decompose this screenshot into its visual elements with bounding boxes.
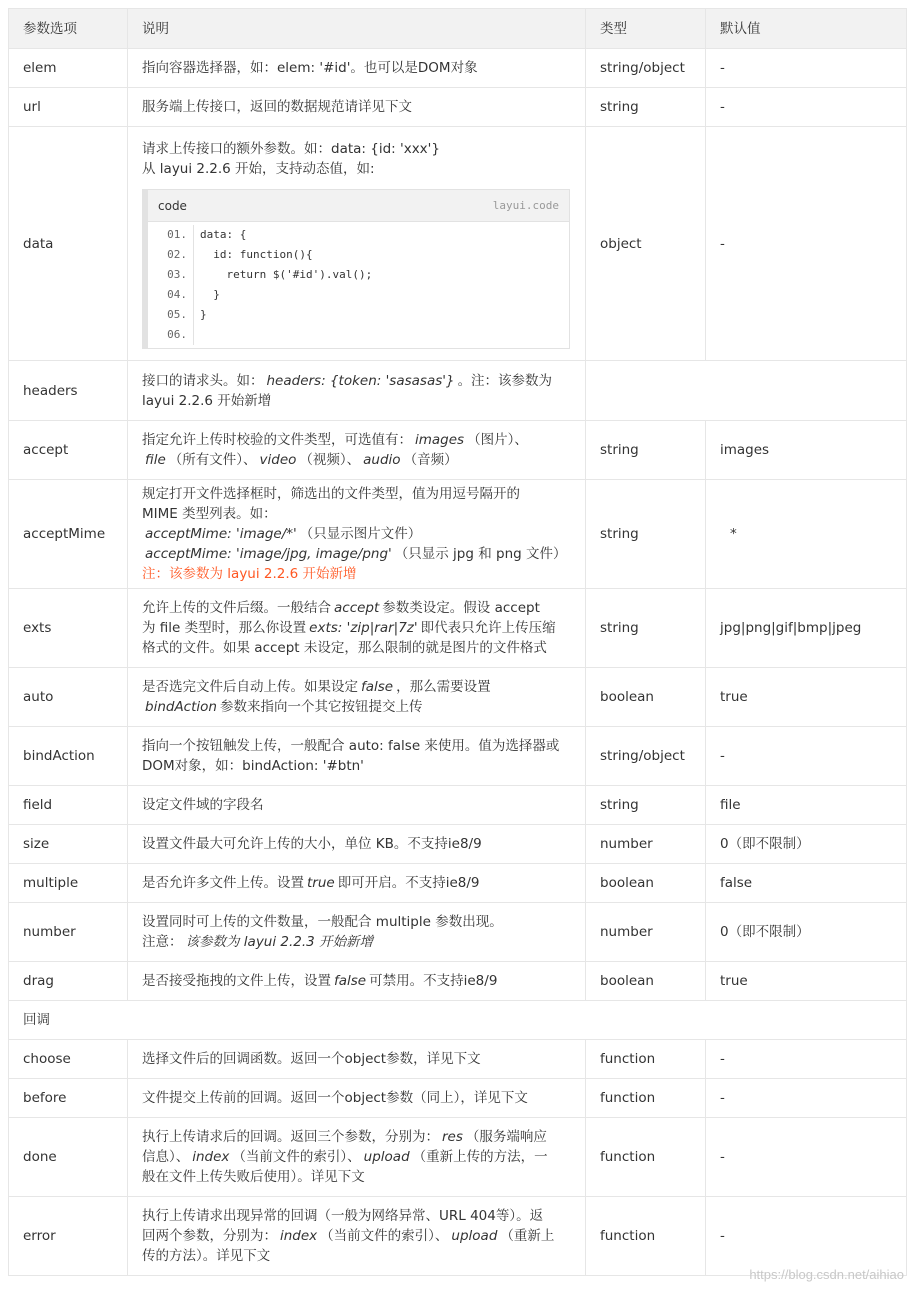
inline-code: index <box>280 1228 318 1244</box>
param-name: url <box>9 88 128 127</box>
table-row-bindAction <box>9 727 907 786</box>
param-default: - <box>706 727 907 786</box>
inline-code: audio <box>363 452 401 468</box>
param-desc: 选择文件后的回调函数。返回一个object参数，详见下文 <box>128 1040 586 1079</box>
desc-text: 即代表只允许上传压缩 <box>420 620 556 636</box>
param-type: boolean <box>586 864 706 903</box>
param-name: auto <box>9 668 128 727</box>
param-default: 0（即不限制） <box>706 903 907 962</box>
line-number: 06. <box>148 325 194 345</box>
desc-text: （重新上传的方法，一 <box>412 1149 548 1165</box>
header-option: 参数选项 <box>9 9 128 49</box>
table-row-error <box>9 1197 907 1276</box>
desc-text: （只显示图片文件） <box>299 526 422 542</box>
desc-text: 设置同时可上传的文件数量，一般配合 multiple 参数出现。 <box>142 914 503 930</box>
param-type: function <box>586 1197 706 1276</box>
empty-cell <box>586 361 907 421</box>
param-default: - <box>706 88 907 127</box>
param-default: - <box>706 1079 907 1118</box>
param-desc <box>128 589 586 668</box>
param-type: boolean <box>586 668 706 727</box>
param-name: multiple <box>9 864 128 903</box>
code-text: return $('#id').val(); <box>200 267 373 281</box>
code-text <box>194 325 200 345</box>
param-name: number <box>9 903 128 962</box>
param-type: string <box>586 480 706 589</box>
desc-text: 传的方法）。详见下文 <box>142 1248 271 1264</box>
table-row-exts <box>9 589 907 668</box>
code-title: code <box>158 198 187 213</box>
param-name: accept <box>9 421 128 480</box>
table-row-field <box>9 786 907 825</box>
param-type: number <box>586 903 706 962</box>
table-row-accept <box>9 421 907 480</box>
inline-code: bindAction <box>145 699 217 715</box>
table-row-before <box>9 1079 907 1118</box>
inline-code: res <box>442 1129 463 1145</box>
param-type: string/object <box>586 49 706 88</box>
param-default: true <box>706 962 907 1001</box>
desc-text: 是否接受拖拽的文件上传，设置 <box>142 973 331 989</box>
param-default: file <box>706 786 907 825</box>
param-name: elem <box>9 49 128 88</box>
table-row-done <box>9 1118 907 1197</box>
desc-text: （所有文件）、 <box>168 452 257 468</box>
table-row-size <box>9 825 907 864</box>
param-default: jpg|png|gif|bmp|jpeg <box>706 589 907 668</box>
line-number: 05. <box>148 305 194 325</box>
code-line <box>148 225 569 245</box>
param-desc: 服务端上传接口，返回的数据规范请详见下文 <box>128 88 586 127</box>
param-default: true <box>706 668 907 727</box>
param-name: headers <box>9 361 128 421</box>
inline-code: headers: {token: 'sasasas'} <box>266 372 455 389</box>
inline-code: upload <box>451 1228 498 1244</box>
desc-text: 执行上传请求后的回调。返回三个参数，分别为： <box>142 1129 439 1145</box>
param-type: boolean <box>586 962 706 1001</box>
param-name: bindAction <box>9 727 128 786</box>
code-header <box>148 190 569 222</box>
param-name: done <box>9 1118 128 1197</box>
param-desc <box>128 1197 586 1276</box>
param-default: - <box>706 1118 907 1197</box>
param-name: exts <box>9 589 128 668</box>
desc-text: 接口的请求头。如： <box>142 372 264 389</box>
param-desc <box>128 127 586 361</box>
param-type: string <box>586 786 706 825</box>
line-number: 01. <box>148 225 194 245</box>
param-default: * <box>706 480 907 589</box>
desc-text: （当前文件的索引）、 <box>320 1228 449 1244</box>
param-type: string <box>586 421 706 480</box>
desc-text: 为 file 类型时，那么你设置 <box>142 620 307 636</box>
section-title: 回调 <box>9 1001 907 1040</box>
param-type: object <box>586 127 706 361</box>
code-text: } <box>200 307 207 321</box>
inline-code: acceptMime: 'image/*' <box>145 526 297 542</box>
param-default: - <box>706 1197 907 1276</box>
param-name: error <box>9 1197 128 1276</box>
param-desc <box>128 903 586 962</box>
desc-text: 信息）、 <box>142 1149 190 1165</box>
desc-text: 是否允许多文件上传。设置 <box>142 875 304 891</box>
param-name: choose <box>9 1040 128 1079</box>
table-row-drag <box>9 962 907 1001</box>
desc-text: ，那么需要设置 <box>396 679 491 695</box>
desc-text: 即可开启。不支持ie8/9 <box>337 875 480 891</box>
param-default: images <box>706 421 907 480</box>
param-default: - <box>706 1040 907 1079</box>
param-desc: 指向容器选择器，如：elem: '#id'。也可以是DOM对象 <box>128 49 586 88</box>
desc-text: 是否选完文件后自动上传。如果设定 <box>142 679 358 695</box>
param-name: drag <box>9 962 128 1001</box>
code-line <box>148 265 569 285</box>
param-default: 0（即不限制） <box>706 825 907 864</box>
inline-code: acceptMime: 'image/jpg, image/png' <box>145 546 392 562</box>
desc-text: DOM对象，如：bindAction: '#btn' <box>142 758 364 774</box>
param-name: size <box>9 825 128 864</box>
inline-code: index <box>192 1149 230 1165</box>
table-row-number <box>9 903 907 962</box>
desc-line: 请求上传接口的额外参数。如：data: {id: 'xxx'} <box>142 140 440 157</box>
code-block <box>142 189 570 349</box>
desc-text: layui 2.2.6 开始新增 <box>142 392 272 409</box>
version-note: 注：该参数为 layui 2.2.6 开始新增 <box>142 566 357 582</box>
watermark: https://blog.csdn.net/aihiao <box>749 1267 904 1282</box>
param-desc <box>128 480 586 589</box>
param-desc <box>128 864 586 903</box>
code-line <box>148 325 569 345</box>
desc-text: 允许上传的文件后缀。一般结合 <box>142 600 331 616</box>
desc-text: 。注：该参数为 <box>457 372 553 389</box>
desc-line: 从 layui 2.2.6 开始，支持动态值，如: <box>142 160 375 177</box>
table-row-elem <box>9 49 907 88</box>
inline-code: false <box>334 973 367 989</box>
line-number: 02. <box>148 245 194 265</box>
desc-text: 回两个参数，分别为： <box>142 1228 277 1244</box>
param-desc <box>128 962 586 1001</box>
param-desc: 设置文件最大可允许上传的大小，单位 KB。不支持ie8/9 <box>128 825 586 864</box>
desc-text: （音频） <box>403 452 458 468</box>
header-description: 说明 <box>128 9 586 49</box>
desc-text: （视频）、 <box>299 452 361 468</box>
param-type: string <box>586 589 706 668</box>
param-name: before <box>9 1079 128 1118</box>
desc-text: 般在文件上传失败后使用）。详见下文 <box>142 1169 365 1185</box>
table-row-acceptMime <box>9 480 907 589</box>
param-name: acceptMime <box>9 480 128 589</box>
inline-code: upload <box>363 1149 410 1165</box>
line-number: 04. <box>148 285 194 305</box>
code-line <box>148 305 569 325</box>
header-type: 类型 <box>586 9 706 49</box>
inline-code: exts: 'zip|rar|7z' <box>309 620 418 636</box>
table-header-row <box>9 9 907 49</box>
inline-code: 该参数为 layui 2.2.3 开始新增 <box>185 934 374 950</box>
table-row-multiple <box>9 864 907 903</box>
inline-code: video <box>259 452 297 468</box>
inline-code: images <box>415 432 465 448</box>
table-row-url <box>9 88 907 127</box>
code-text: data: { <box>200 227 247 241</box>
param-default: - <box>706 127 907 361</box>
table-row-data <box>9 127 907 361</box>
param-desc <box>128 421 586 480</box>
desc-text: 参数类设定。假设 accept <box>382 600 540 616</box>
desc-text: 参数来指向一个其它按钮提交上传 <box>219 699 423 715</box>
inline-code: true <box>307 875 335 891</box>
param-name: field <box>9 786 128 825</box>
desc-text: 注意： <box>142 934 183 950</box>
inline-code: file <box>145 452 166 468</box>
desc-text: （当前文件的索引）、 <box>232 1149 361 1165</box>
upload-params-table <box>8 8 907 1276</box>
param-type: function <box>586 1079 706 1118</box>
desc-text: （重新上 <box>500 1228 555 1244</box>
code-line <box>148 285 569 305</box>
table-row-headers <box>9 361 907 421</box>
param-type: string <box>586 88 706 127</box>
desc-text: 指定允许上传时校验的文件类型，可选值有： <box>142 432 412 448</box>
section-row-callbacks <box>9 1001 907 1040</box>
param-desc: 文件提交上传前的回调。返回一个object参数（同上），详见下文 <box>128 1079 586 1118</box>
param-desc: 设定文件域的字段名 <box>128 786 586 825</box>
inline-code: false <box>361 679 394 695</box>
param-desc <box>128 668 586 727</box>
param-default: false <box>706 864 907 903</box>
header-default: 默认值 <box>706 9 907 49</box>
inline-code: accept <box>334 600 380 616</box>
code-line <box>148 245 569 265</box>
param-type: number <box>586 825 706 864</box>
param-desc <box>128 727 586 786</box>
code-text: id: function(){ <box>200 247 313 261</box>
param-type: string/object <box>586 727 706 786</box>
desc-text: （图片）、 <box>467 432 528 448</box>
desc-text: 执行上传请求出现异常的回调（一般为网络异常、URL 404等）。返 <box>142 1208 544 1224</box>
desc-text: 可禁用。不支持ie8/9 <box>369 973 498 989</box>
code-brand: layui.code <box>492 198 559 212</box>
code-text: } <box>200 287 220 301</box>
param-name: data <box>9 127 128 361</box>
line-number: 03. <box>148 265 194 285</box>
param-type: function <box>586 1040 706 1079</box>
desc-text: （只显示 jpg 和 png 文件） <box>394 546 567 562</box>
code-body <box>148 222 569 348</box>
desc-text: 规定打开文件选择框时，筛选出的文件类型，值为用逗号隔开的 <box>142 486 520 502</box>
desc-text: （服务端响应 <box>465 1129 547 1145</box>
param-default: - <box>706 49 907 88</box>
desc-text: MIME 类型列表。如： <box>142 506 277 522</box>
table-row-auto <box>9 668 907 727</box>
param-desc <box>128 1118 586 1197</box>
desc-text: 格式的文件。如果 accept 未设定，那么限制的就是图片的文件格式 <box>142 640 547 656</box>
param-type: function <box>586 1118 706 1197</box>
table-row-choose <box>9 1040 907 1079</box>
desc-text: 指向一个按钮触发上传，一般配合 auto: false 来使用。值为选择器或 <box>142 738 560 754</box>
param-desc <box>128 361 586 421</box>
